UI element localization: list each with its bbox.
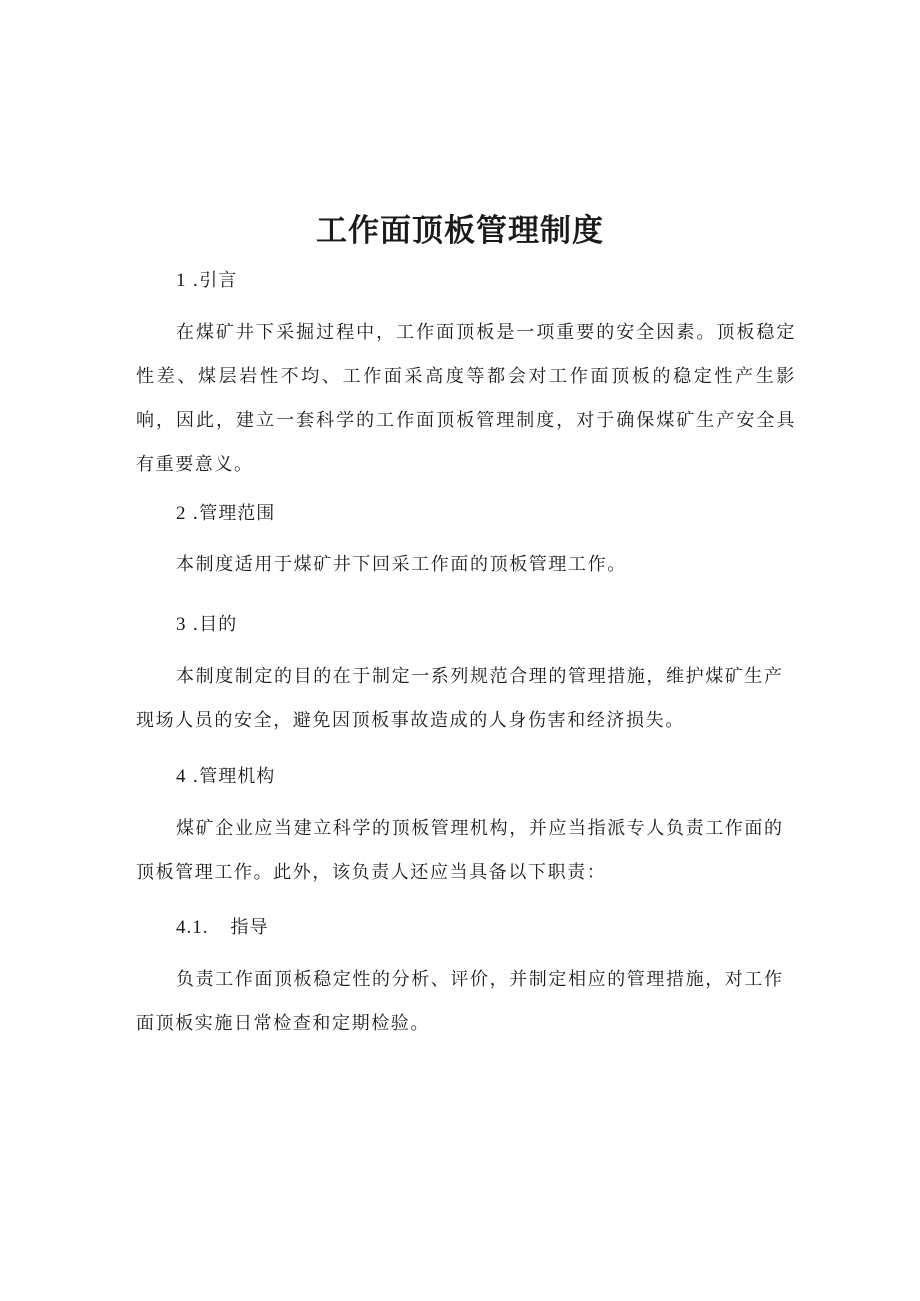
section-number: 4 [176, 766, 187, 787]
section-title: .引言 [192, 270, 238, 291]
section-body-3: 本制度制定的目的在于制定一系列规范合理的管理措施，维护煤矿生产现场人员的安全，避免因顶板事故造成的人身伤害和经济损失。 [136, 666, 784, 731]
section-number: 3 [176, 614, 187, 635]
section-number: 1 [176, 270, 187, 291]
section-heading-2 [176, 499, 275, 529]
section-body-2: 本制度适用于煤矿井下回采工作面的顶板管理工作。 [176, 554, 627, 575]
section-body-4: 煤矿企业应当建立科学的顶板管理机构，并应当指派专人负责工作面的顶板管理工作。此外，该负责人还应当具备以下职责： [136, 818, 784, 883]
section-number: 4.1. [176, 917, 209, 938]
section-title: .管理范围 [192, 503, 276, 524]
section-title: 指导 [230, 917, 269, 938]
section-title: .管理机构 [192, 766, 276, 787]
section-heading-4 [176, 762, 275, 792]
section-body-1: 在煤矿井下采掘过程中，工作面顶板是一项重要的安全因素。顶板稳定性差、煤层岩性不均、工作面采高度等都会对工作面顶板的稳定性产生影响，因此，建立一套科学的工作面顶板管理制度，对于确保煤矿生产安全具有重要意义。 [136, 322, 796, 475]
section-number: 2 [176, 503, 187, 524]
section-heading-4-1 [176, 913, 269, 943]
document-title: 工作面顶板管理制度 [316, 213, 604, 249]
section-heading-1 [176, 266, 237, 296]
section-title: .目的 [192, 614, 238, 635]
section-body-4-1: 负责工作面顶板稳定性的分析、评价，并制定相应的管理措施，对工作面顶板实施日常检查和定期检验。 [136, 969, 784, 1034]
section-heading-3 [176, 610, 237, 640]
